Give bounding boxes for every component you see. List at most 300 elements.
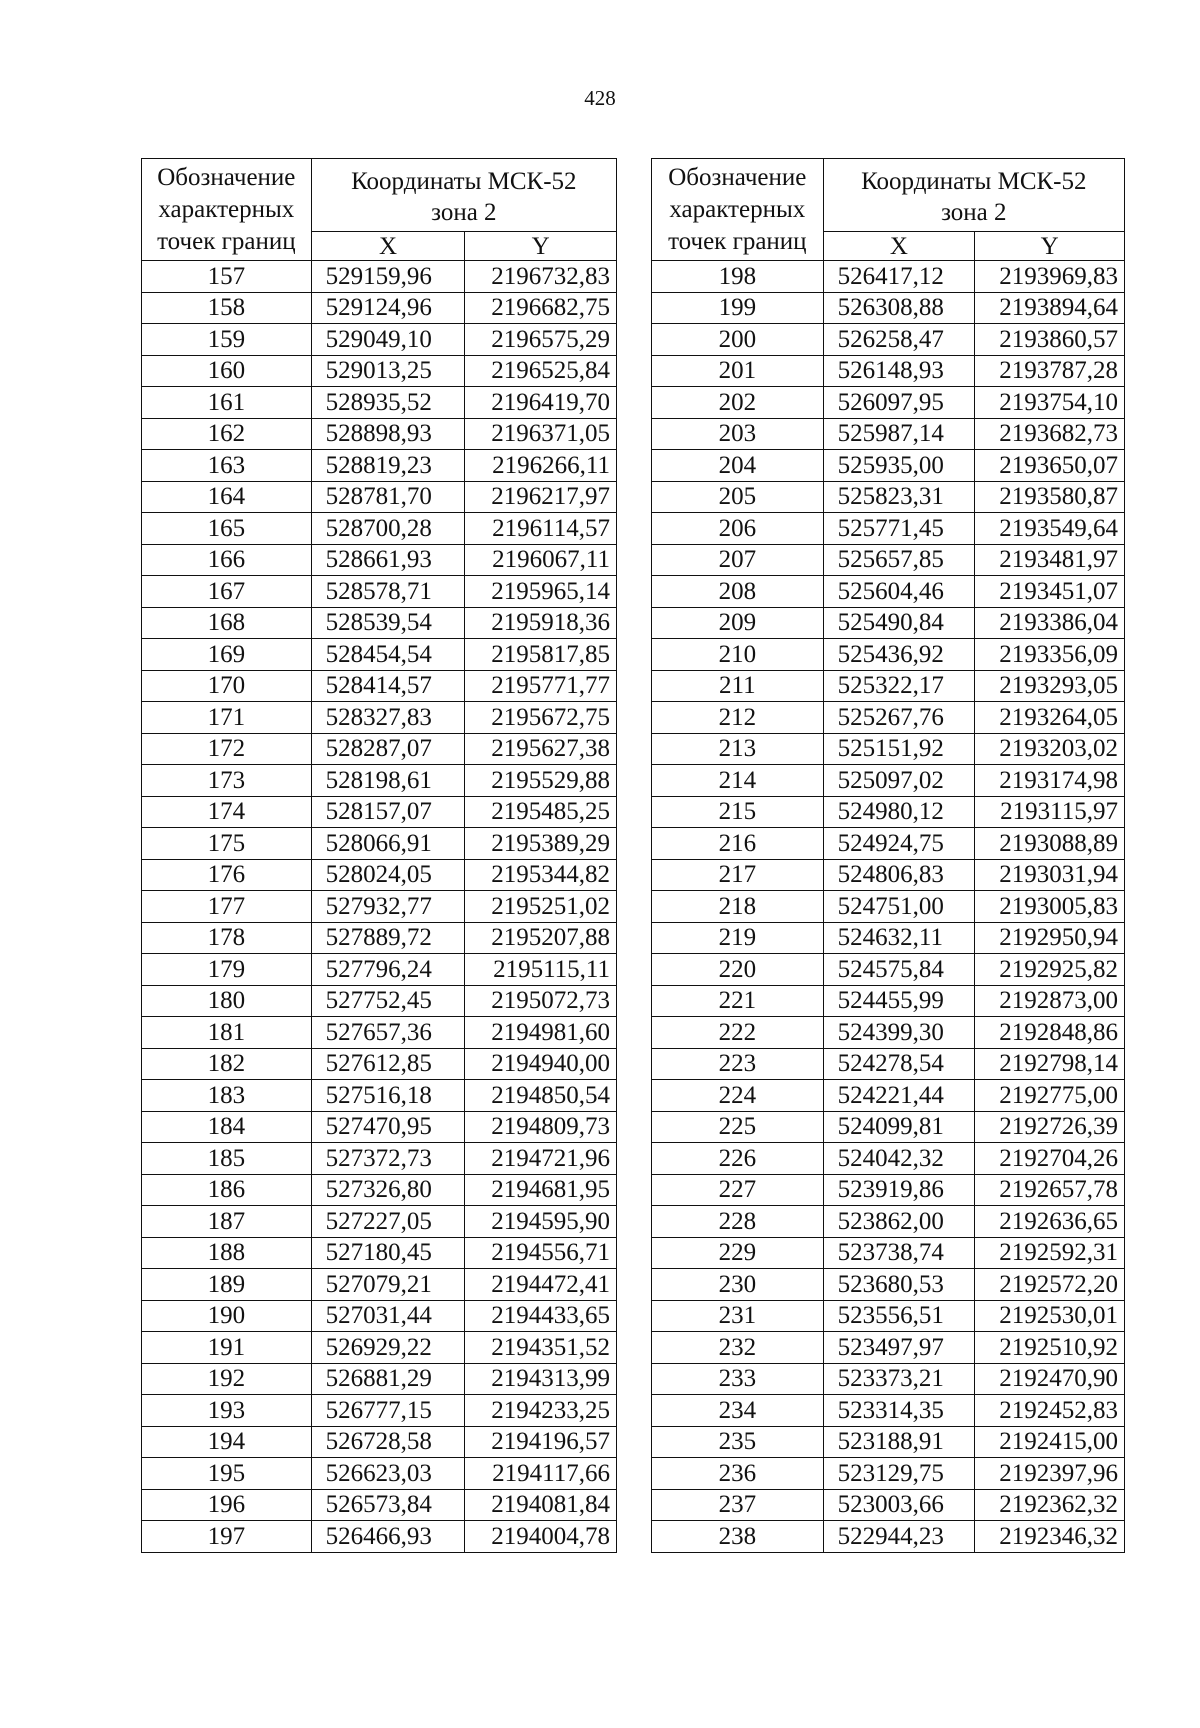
point-id-cell: 168 bbox=[142, 607, 312, 639]
table-row bbox=[652, 859, 1125, 891]
x-coordinate-cell: 527932,77 bbox=[311, 891, 465, 923]
x-coordinate-cell: 528935,52 bbox=[311, 387, 465, 419]
x-coordinate-cell: 525322,17 bbox=[823, 670, 975, 702]
y-coordinate-cell: 2193969,83 bbox=[975, 261, 1125, 293]
y-coordinate-cell: 2192873,00 bbox=[975, 985, 1125, 1017]
table-row bbox=[652, 607, 1125, 639]
point-id-cell: 192 bbox=[142, 1363, 312, 1395]
x-coordinate-cell: 524806,83 bbox=[823, 859, 975, 891]
header-coord-line: зона 2 bbox=[941, 198, 1007, 226]
x-coordinate-cell: 529124,96 bbox=[311, 292, 465, 324]
point-id-cell: 207 bbox=[652, 544, 824, 576]
y-coordinate-cell: 2192470,90 bbox=[975, 1363, 1125, 1395]
x-coordinate-cell: 527657,36 bbox=[311, 1017, 465, 1049]
y-coordinate-cell: 2193088,89 bbox=[975, 828, 1125, 860]
point-id-cell: 183 bbox=[142, 1080, 312, 1112]
x-coordinate-cell: 526148,93 bbox=[823, 355, 975, 387]
table-row bbox=[652, 292, 1125, 324]
point-id-cell: 174 bbox=[142, 796, 312, 828]
x-coordinate-cell: 528578,71 bbox=[311, 576, 465, 608]
x-coordinate-cell: 527470,95 bbox=[311, 1111, 465, 1143]
x-coordinate-cell: 523862,00 bbox=[823, 1206, 975, 1238]
table-row bbox=[142, 292, 617, 324]
y-coordinate-cell: 2194004,78 bbox=[465, 1521, 617, 1553]
x-coordinate-cell: 528414,57 bbox=[311, 670, 465, 702]
table-row bbox=[652, 576, 1125, 608]
point-id-cell: 195 bbox=[142, 1458, 312, 1490]
x-coordinate-cell: 529049,10 bbox=[311, 324, 465, 356]
y-coordinate-cell: 2192397,96 bbox=[975, 1458, 1125, 1490]
point-id-cell: 162 bbox=[142, 418, 312, 450]
table-body bbox=[652, 261, 1125, 1553]
point-id-cell: 177 bbox=[142, 891, 312, 923]
table-row bbox=[142, 1111, 617, 1143]
y-coordinate-cell: 2192726,39 bbox=[975, 1111, 1125, 1143]
y-coordinate-cell: 2193264,05 bbox=[975, 702, 1125, 734]
point-id-cell: 193 bbox=[142, 1395, 312, 1427]
point-id-cell: 213 bbox=[652, 733, 824, 765]
table-row bbox=[652, 1332, 1125, 1364]
y-coordinate-cell: 2192704,26 bbox=[975, 1143, 1125, 1175]
point-id-cell: 217 bbox=[652, 859, 824, 891]
y-coordinate-cell: 2193549,64 bbox=[975, 513, 1125, 545]
x-coordinate-cell: 528287,07 bbox=[311, 733, 465, 765]
table-row bbox=[142, 670, 617, 702]
table-row bbox=[652, 1174, 1125, 1206]
point-id-cell: 170 bbox=[142, 670, 312, 702]
y-coordinate-cell: 2196266,11 bbox=[465, 450, 617, 482]
table-row bbox=[142, 639, 617, 671]
point-id-cell: 185 bbox=[142, 1143, 312, 1175]
point-id-cell: 235 bbox=[652, 1426, 824, 1458]
y-coordinate-cell: 2195344,82 bbox=[465, 859, 617, 891]
y-coordinate-cell: 2193115,97 bbox=[975, 796, 1125, 828]
x-coordinate-cell: 523680,53 bbox=[823, 1269, 975, 1301]
y-coordinate-cell: 2192636,65 bbox=[975, 1206, 1125, 1238]
point-id-cell: 179 bbox=[142, 954, 312, 986]
x-coordinate-cell: 524221,44 bbox=[823, 1080, 975, 1112]
table-row bbox=[652, 1080, 1125, 1112]
table-row bbox=[142, 387, 617, 419]
point-id-cell: 227 bbox=[652, 1174, 824, 1206]
y-coordinate-cell: 2194809,73 bbox=[465, 1111, 617, 1143]
y-coordinate-cell: 2195627,38 bbox=[465, 733, 617, 765]
x-coordinate-cell: 523373,21 bbox=[823, 1363, 975, 1395]
table-row bbox=[652, 1521, 1125, 1553]
table-row bbox=[652, 1458, 1125, 1490]
point-id-cell: 159 bbox=[142, 324, 312, 356]
y-coordinate-cell: 2195672,75 bbox=[465, 702, 617, 734]
x-coordinate-cell: 525490,84 bbox=[823, 607, 975, 639]
point-id-cell: 187 bbox=[142, 1206, 312, 1238]
table-row bbox=[142, 796, 617, 828]
x-coordinate-cell: 525436,92 bbox=[823, 639, 975, 671]
point-id-cell: 218 bbox=[652, 891, 824, 923]
x-coordinate-cell: 528661,93 bbox=[311, 544, 465, 576]
table-row bbox=[142, 450, 617, 482]
point-id-cell: 189 bbox=[142, 1269, 312, 1301]
point-id-cell: 232 bbox=[652, 1332, 824, 1364]
table-row bbox=[652, 922, 1125, 954]
header-point-line: характерных bbox=[158, 196, 295, 223]
y-coordinate-cell: 2192848,86 bbox=[975, 1017, 1125, 1049]
x-coordinate-cell: 527612,85 bbox=[311, 1048, 465, 1080]
point-id-cell: 160 bbox=[142, 355, 312, 387]
y-coordinate-cell: 2196371,05 bbox=[465, 418, 617, 450]
point-id-cell: 228 bbox=[652, 1206, 824, 1238]
table-row bbox=[142, 859, 617, 891]
table-row bbox=[142, 1206, 617, 1238]
y-coordinate-cell: 2194595,90 bbox=[465, 1206, 617, 1238]
x-coordinate-cell: 525771,45 bbox=[823, 513, 975, 545]
y-coordinate-cell: 2196682,75 bbox=[465, 292, 617, 324]
x-coordinate-cell: 523003,66 bbox=[823, 1489, 975, 1521]
table-row bbox=[652, 1269, 1125, 1301]
table-row bbox=[142, 261, 617, 293]
x-coordinate-cell: 527180,45 bbox=[311, 1237, 465, 1269]
point-id-cell: 237 bbox=[652, 1489, 824, 1521]
y-coordinate-cell: 2192657,78 bbox=[975, 1174, 1125, 1206]
x-coordinate-cell: 528157,07 bbox=[311, 796, 465, 828]
x-coordinate-cell: 525657,85 bbox=[823, 544, 975, 576]
y-coordinate-cell: 2196525,84 bbox=[465, 355, 617, 387]
point-id-cell: 210 bbox=[652, 639, 824, 671]
point-id-cell: 194 bbox=[142, 1426, 312, 1458]
header-coord-line: зона 2 bbox=[431, 198, 497, 226]
table-row bbox=[142, 1143, 617, 1175]
point-id-cell: 229 bbox=[652, 1237, 824, 1269]
x-coordinate-cell: 527079,21 bbox=[311, 1269, 465, 1301]
header-x: X bbox=[823, 232, 975, 261]
header-coord-line: Координаты МСК-52 bbox=[861, 167, 1087, 195]
header-point-line: точек границ bbox=[157, 228, 296, 255]
x-coordinate-cell: 525987,14 bbox=[823, 418, 975, 450]
header-coord-line: Координаты МСК-52 bbox=[351, 167, 577, 195]
table-body bbox=[142, 261, 617, 1553]
point-id-cell: 186 bbox=[142, 1174, 312, 1206]
y-coordinate-cell: 2193580,87 bbox=[975, 481, 1125, 513]
point-id-cell: 175 bbox=[142, 828, 312, 860]
x-coordinate-cell: 528781,70 bbox=[311, 481, 465, 513]
table-row bbox=[142, 765, 617, 797]
y-coordinate-cell: 2196067,11 bbox=[465, 544, 617, 576]
table-row bbox=[142, 1332, 617, 1364]
point-id-cell: 197 bbox=[142, 1521, 312, 1553]
header-x: X bbox=[311, 232, 465, 261]
point-id-cell: 225 bbox=[652, 1111, 824, 1143]
table-row bbox=[142, 828, 617, 860]
table-row bbox=[652, 1489, 1125, 1521]
x-coordinate-cell: 527752,45 bbox=[311, 985, 465, 1017]
x-coordinate-cell: 524575,84 bbox=[823, 954, 975, 986]
y-coordinate-cell: 2194472,41 bbox=[465, 1269, 617, 1301]
point-id-cell: 196 bbox=[142, 1489, 312, 1521]
header-point-line: точек границ bbox=[668, 228, 807, 255]
x-coordinate-cell: 527326,80 bbox=[311, 1174, 465, 1206]
point-id-cell: 176 bbox=[142, 859, 312, 891]
table-row bbox=[142, 324, 617, 356]
y-coordinate-cell: 2195965,14 bbox=[465, 576, 617, 608]
y-coordinate-cell: 2194196,57 bbox=[465, 1426, 617, 1458]
x-coordinate-cell: 528024,05 bbox=[311, 859, 465, 891]
header-y: Y bbox=[975, 232, 1125, 261]
x-coordinate-cell: 524632,11 bbox=[823, 922, 975, 954]
y-coordinate-cell: 2195389,29 bbox=[465, 828, 617, 860]
point-id-cell: 212 bbox=[652, 702, 824, 734]
x-coordinate-cell: 523556,51 bbox=[823, 1300, 975, 1332]
y-coordinate-cell: 2193787,28 bbox=[975, 355, 1125, 387]
point-id-cell: 198 bbox=[652, 261, 824, 293]
point-id-cell: 219 bbox=[652, 922, 824, 954]
y-coordinate-cell: 2193451,07 bbox=[975, 576, 1125, 608]
x-coordinate-cell: 526777,15 bbox=[311, 1395, 465, 1427]
point-id-cell: 233 bbox=[652, 1363, 824, 1395]
table-row bbox=[652, 387, 1125, 419]
header-point-designation bbox=[142, 159, 312, 261]
table-row bbox=[652, 1206, 1125, 1238]
point-id-cell: 224 bbox=[652, 1080, 824, 1112]
point-id-cell: 236 bbox=[652, 1458, 824, 1490]
y-coordinate-cell: 2193481,97 bbox=[975, 544, 1125, 576]
point-id-cell: 166 bbox=[142, 544, 312, 576]
point-id-cell: 202 bbox=[652, 387, 824, 419]
header-y: Y bbox=[465, 232, 617, 261]
y-coordinate-cell: 2194433,65 bbox=[465, 1300, 617, 1332]
table-row bbox=[142, 1521, 617, 1553]
coordinates-table-left bbox=[141, 158, 617, 1553]
page-number: 428 bbox=[584, 86, 616, 110]
header-point-line: Обозначение bbox=[157, 164, 296, 191]
x-coordinate-cell: 527889,72 bbox=[311, 922, 465, 954]
y-coordinate-cell: 2193005,83 bbox=[975, 891, 1125, 923]
x-coordinate-cell: 526573,84 bbox=[311, 1489, 465, 1521]
table-row bbox=[652, 954, 1125, 986]
x-coordinate-cell: 528454,54 bbox=[311, 639, 465, 671]
table-row bbox=[142, 1080, 617, 1112]
point-id-cell: 190 bbox=[142, 1300, 312, 1332]
y-coordinate-cell: 2195771,77 bbox=[465, 670, 617, 702]
table-row bbox=[652, 324, 1125, 356]
table-row bbox=[142, 954, 617, 986]
table-row bbox=[142, 576, 617, 608]
y-coordinate-cell: 2194233,25 bbox=[465, 1395, 617, 1427]
point-id-cell: 200 bbox=[652, 324, 824, 356]
x-coordinate-cell: 529159,96 bbox=[311, 261, 465, 293]
table-row bbox=[652, 828, 1125, 860]
x-coordinate-cell: 528327,83 bbox=[311, 702, 465, 734]
table-row bbox=[142, 1426, 617, 1458]
y-coordinate-cell: 2195918,36 bbox=[465, 607, 617, 639]
table-row bbox=[142, 1458, 617, 1490]
table-row bbox=[652, 1426, 1125, 1458]
header-coordinates bbox=[823, 159, 1124, 232]
y-coordinate-cell: 2195251,02 bbox=[465, 891, 617, 923]
header-coordinates bbox=[311, 159, 616, 232]
table-row bbox=[142, 481, 617, 513]
point-id-cell: 230 bbox=[652, 1269, 824, 1301]
table-row bbox=[652, 481, 1125, 513]
point-id-cell: 182 bbox=[142, 1048, 312, 1080]
x-coordinate-cell: 523919,86 bbox=[823, 1174, 975, 1206]
table-row bbox=[652, 544, 1125, 576]
point-id-cell: 184 bbox=[142, 1111, 312, 1143]
point-id-cell: 231 bbox=[652, 1300, 824, 1332]
y-coordinate-cell: 2195207,88 bbox=[465, 922, 617, 954]
table-row bbox=[142, 1237, 617, 1269]
point-id-cell: 157 bbox=[142, 261, 312, 293]
y-coordinate-cell: 2192452,83 bbox=[975, 1395, 1125, 1427]
point-id-cell: 234 bbox=[652, 1395, 824, 1427]
y-coordinate-cell: 2192775,00 bbox=[975, 1080, 1125, 1112]
point-id-cell: 221 bbox=[652, 985, 824, 1017]
y-coordinate-cell: 2194940,00 bbox=[465, 1048, 617, 1080]
table-row bbox=[142, 1300, 617, 1332]
point-id-cell: 208 bbox=[652, 576, 824, 608]
table-row bbox=[652, 702, 1125, 734]
y-coordinate-cell: 2193386,04 bbox=[975, 607, 1125, 639]
y-coordinate-cell: 2194981,60 bbox=[465, 1017, 617, 1049]
point-id-cell: 169 bbox=[142, 639, 312, 671]
table-row bbox=[142, 513, 617, 545]
y-coordinate-cell: 2194681,95 bbox=[465, 1174, 617, 1206]
point-id-cell: 180 bbox=[142, 985, 312, 1017]
table-row bbox=[142, 1269, 617, 1301]
table-row bbox=[652, 513, 1125, 545]
y-coordinate-cell: 2194313,99 bbox=[465, 1363, 617, 1395]
y-coordinate-cell: 2196419,70 bbox=[465, 387, 617, 419]
x-coordinate-cell: 527227,05 bbox=[311, 1206, 465, 1238]
x-coordinate-cell: 525604,46 bbox=[823, 576, 975, 608]
point-id-cell: 164 bbox=[142, 481, 312, 513]
x-coordinate-cell: 526929,22 bbox=[311, 1332, 465, 1364]
y-coordinate-cell: 2195529,88 bbox=[465, 765, 617, 797]
x-coordinate-cell: 528198,61 bbox=[311, 765, 465, 797]
table-row bbox=[142, 1363, 617, 1395]
x-coordinate-cell: 529013,25 bbox=[311, 355, 465, 387]
table-row bbox=[142, 544, 617, 576]
y-coordinate-cell: 2193356,09 bbox=[975, 639, 1125, 671]
point-id-cell: 203 bbox=[652, 418, 824, 450]
y-coordinate-cell: 2192510,92 bbox=[975, 1332, 1125, 1364]
table-row bbox=[142, 1017, 617, 1049]
point-id-cell: 181 bbox=[142, 1017, 312, 1049]
x-coordinate-cell: 526623,03 bbox=[311, 1458, 465, 1490]
x-coordinate-cell: 523738,74 bbox=[823, 1237, 975, 1269]
x-coordinate-cell: 522944,23 bbox=[823, 1521, 975, 1553]
y-coordinate-cell: 2195485,25 bbox=[465, 796, 617, 828]
y-coordinate-cell: 2196114,57 bbox=[465, 513, 617, 545]
x-coordinate-cell: 528819,23 bbox=[311, 450, 465, 482]
y-coordinate-cell: 2194850,54 bbox=[465, 1080, 617, 1112]
point-id-cell: 223 bbox=[652, 1048, 824, 1080]
y-coordinate-cell: 2195115,11 bbox=[465, 954, 617, 986]
point-id-cell: 201 bbox=[652, 355, 824, 387]
point-id-cell: 172 bbox=[142, 733, 312, 765]
x-coordinate-cell: 527796,24 bbox=[311, 954, 465, 986]
x-coordinate-cell: 526308,88 bbox=[823, 292, 975, 324]
x-coordinate-cell: 525097,02 bbox=[823, 765, 975, 797]
x-coordinate-cell: 524980,12 bbox=[823, 796, 975, 828]
table-row bbox=[652, 891, 1125, 923]
y-coordinate-cell: 2193031,94 bbox=[975, 859, 1125, 891]
y-coordinate-cell: 2192530,01 bbox=[975, 1300, 1125, 1332]
header-point-line: Обозначение bbox=[668, 164, 807, 191]
y-coordinate-cell: 2195072,73 bbox=[465, 985, 617, 1017]
x-coordinate-cell: 524399,30 bbox=[823, 1017, 975, 1049]
x-coordinate-cell: 528066,91 bbox=[311, 828, 465, 860]
x-coordinate-cell: 524099,81 bbox=[823, 1111, 975, 1143]
table-row bbox=[652, 1237, 1125, 1269]
x-coordinate-cell: 525823,31 bbox=[823, 481, 975, 513]
table-row bbox=[652, 1111, 1125, 1143]
y-coordinate-cell: 2196732,83 bbox=[465, 261, 617, 293]
x-coordinate-cell: 524042,32 bbox=[823, 1143, 975, 1175]
point-id-cell: 158 bbox=[142, 292, 312, 324]
x-coordinate-cell: 525267,76 bbox=[823, 702, 975, 734]
table-row bbox=[652, 1395, 1125, 1427]
point-id-cell: 211 bbox=[652, 670, 824, 702]
coordinates-table-right bbox=[651, 158, 1125, 1553]
y-coordinate-cell: 2192362,32 bbox=[975, 1489, 1125, 1521]
table-row bbox=[652, 450, 1125, 482]
table-row bbox=[652, 355, 1125, 387]
point-id-cell: 188 bbox=[142, 1237, 312, 1269]
x-coordinate-cell: 528898,93 bbox=[311, 418, 465, 450]
y-coordinate-cell: 2193894,64 bbox=[975, 292, 1125, 324]
y-coordinate-cell: 2192798,14 bbox=[975, 1048, 1125, 1080]
x-coordinate-cell: 523314,35 bbox=[823, 1395, 975, 1427]
table-row bbox=[652, 1363, 1125, 1395]
y-coordinate-cell: 2194117,66 bbox=[465, 1458, 617, 1490]
point-id-cell: 206 bbox=[652, 513, 824, 545]
y-coordinate-cell: 2192346,32 bbox=[975, 1521, 1125, 1553]
x-coordinate-cell: 526466,93 bbox=[311, 1521, 465, 1553]
point-id-cell: 214 bbox=[652, 765, 824, 797]
point-id-cell: 215 bbox=[652, 796, 824, 828]
x-coordinate-cell: 527372,73 bbox=[311, 1143, 465, 1175]
table-row bbox=[652, 733, 1125, 765]
y-coordinate-cell: 2196217,97 bbox=[465, 481, 617, 513]
table-row bbox=[652, 1017, 1125, 1049]
table-row bbox=[142, 1174, 617, 1206]
point-id-cell: 173 bbox=[142, 765, 312, 797]
y-coordinate-cell: 2193860,57 bbox=[975, 324, 1125, 356]
table-row bbox=[142, 1048, 617, 1080]
table-row bbox=[652, 261, 1125, 293]
x-coordinate-cell: 524924,75 bbox=[823, 828, 975, 860]
x-coordinate-cell: 523129,75 bbox=[823, 1458, 975, 1490]
point-id-cell: 178 bbox=[142, 922, 312, 954]
point-id-cell: 216 bbox=[652, 828, 824, 860]
x-coordinate-cell: 524455,99 bbox=[823, 985, 975, 1017]
y-coordinate-cell: 2192572,20 bbox=[975, 1269, 1125, 1301]
table-row bbox=[652, 1143, 1125, 1175]
table-row bbox=[142, 702, 617, 734]
table-row bbox=[142, 355, 617, 387]
point-id-cell: 238 bbox=[652, 1521, 824, 1553]
point-id-cell: 167 bbox=[142, 576, 312, 608]
table-row bbox=[142, 1489, 617, 1521]
table-row bbox=[142, 607, 617, 639]
table-row bbox=[142, 922, 617, 954]
y-coordinate-cell: 2194081,84 bbox=[465, 1489, 617, 1521]
x-coordinate-cell: 526728,58 bbox=[311, 1426, 465, 1458]
y-coordinate-cell: 2194351,52 bbox=[465, 1332, 617, 1364]
x-coordinate-cell: 526417,12 bbox=[823, 261, 975, 293]
point-id-cell: 226 bbox=[652, 1143, 824, 1175]
x-coordinate-cell: 526258,47 bbox=[823, 324, 975, 356]
table-row bbox=[142, 733, 617, 765]
